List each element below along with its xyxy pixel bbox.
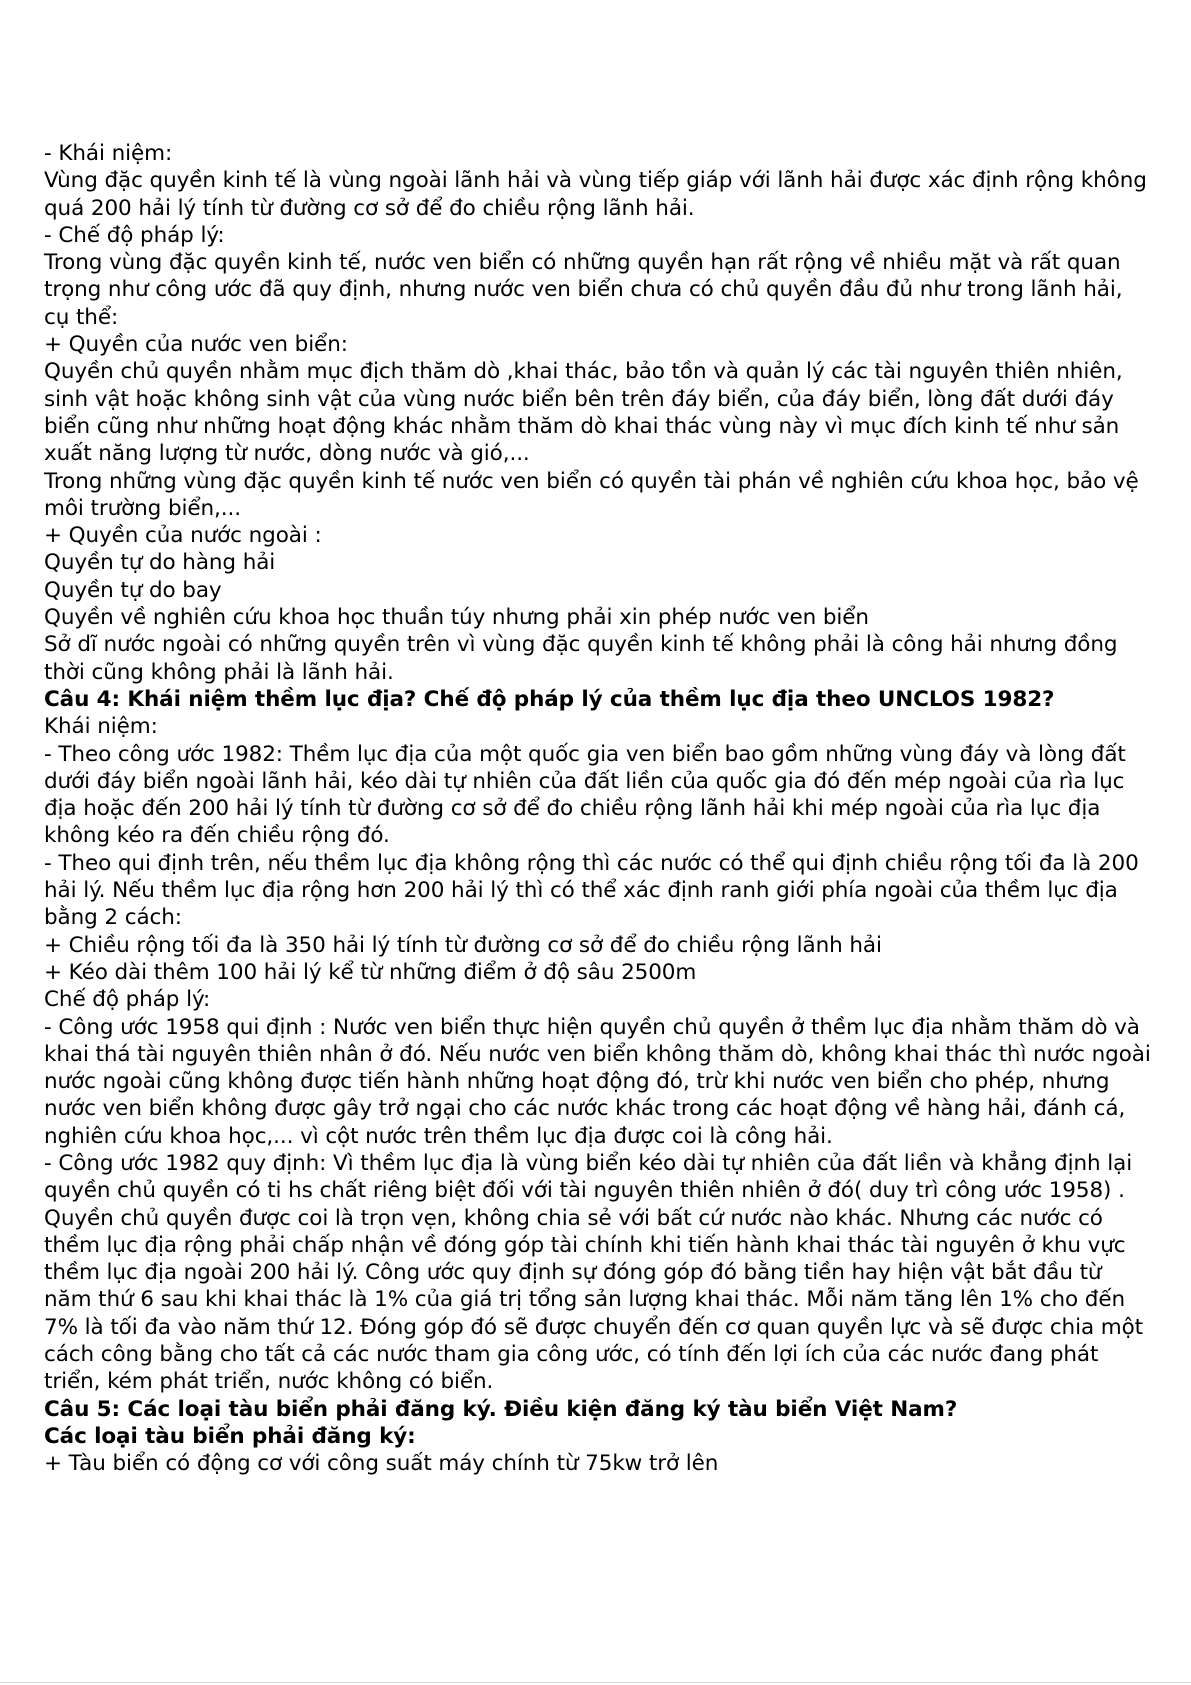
page-bottom-divider bbox=[0, 1682, 1191, 1683]
text-paragraph: + Kéo dài thêm 100 hải lý kể từ những điểm ở độ sâu 2500m bbox=[44, 959, 697, 985]
text-paragraph: + Quyền của nước ven biển: bbox=[44, 332, 348, 358]
text-paragraph: Quyền về nghiên cứu khoa học thuần túy nhưng phải xin phép nước ven biển bbox=[44, 605, 869, 631]
text-paragraph: Sở dĩ nước ngoài có những quyền trên vì vùng đặc quyền kinh tế không phải là công hải nhưng đồng thời cũng không phải là lãnh hải. bbox=[44, 632, 1118, 685]
text-paragraph: + Chiều rộng tối đa là 350 hải lý tính từ đường cơ sở để đo chiều rộng lãnh hải bbox=[44, 932, 882, 958]
text-paragraph: Vùng đặc quyền kinh tế là vùng ngoài lãnh hải và vùng tiếp giáp với lãnh hải được xác định rộng không quá 200 hải lý tính từ đường cơ sở để đo chiều rộng lãnh hải. bbox=[44, 168, 1147, 221]
text-paragraph: Chế độ pháp lý: bbox=[44, 987, 211, 1013]
text-paragraph: - Theo qui định trên, nếu thềm lục địa không rộng thì các nước có thể qui định chiều rộng tối đa là 200 hải lý. Nếu thềm lục địa rộng hơn 200 hải lý thì có thể xác định ranh giới phía ngoài của thềm lục địa bằng 2 cách: bbox=[44, 850, 1139, 931]
text-paragraph: Quyền tự do hàng hải bbox=[44, 550, 276, 576]
text-paragraph: - Công ước 1958 qui định : Nước ven biển thực hiện quyền chủ quyền ở thềm lục địa nhằm thăm dò và khai thá tài nguyên thiên nhân ở đó. Nếu nước ven biển không thăm dò, không khai thác thì nước ngoài nước ngoài cũng không được tiến hành những hoạt động đó, trừ khi nước ven biển cho phép, nhưng nước ven biển không được gây trở ngại cho các nước khác trong các hoạt động về hàng hải, đánh cá, nghiên cứu khoa học,... vì cột nước trên thềm lục địa được coi là công hải. bbox=[44, 1014, 1151, 1149]
heading-paragraph: Câu 4: Khái niệm thềm lục địa? Chế độ pháp lý của thềm lục địa theo UNCLOS 1982? bbox=[44, 686, 1055, 712]
heading-paragraph: Câu 5: Các loại tàu biển phải đăng ký. Điều kiện đăng ký tàu biển Việt Nam? bbox=[44, 1396, 958, 1422]
heading-paragraph: Các loại tàu biển phải đăng ký: bbox=[44, 1423, 416, 1449]
text-paragraph: - Chế độ pháp lý: bbox=[44, 222, 225, 248]
text-paragraph: Trong vùng đặc quyền kinh tế, nước ven biển có những quyền hạn rất rộng về nhiều mặt và rất quan trọng như công ước đã quy định, nhưng nước ven biển chưa có chủ quyền đầu đủ như trong lãnh hải, cụ thể: bbox=[44, 250, 1123, 330]
text-paragraph: + Tàu biển có động cơ với công suất máy chính từ 75kw trở lên bbox=[44, 1451, 719, 1477]
text-paragraph: - Công ước 1982 quy định: Vì thềm lục địa là vùng biển kéo dài tự nhiên của đất liền và khẳng định lại quyền chủ quyền có ti hs chất riêng biệt đối với tài nguyên thiên nhiên ở đó( duy trì công ước 1958) . Quyền chủ quyền được coi là trọn vẹn, không chia sẻ với bất cứ nước nào khác. Nhưng các nước có thềm lục địa rộng phải chấp nhận về đóng góp tài chính khi tiến hành khai thác tài nguyên ở khu vực thềm lục địa ngoài 200 hải lý. Công ước quy định sự đóng góp đó bằng tiền hay hiện vật bắt đầu từ năm thứ 6 sau khi khai thác là 1% của giá trị tổng sản lượng khai thác. Mỗi năm tăng lên 1% cho đến 7% là tối đa vào năm thứ 12. Đóng góp đó sẽ được chuyển đến cơ quan quyền lực và sẽ được chia một cách công bằng cho tất cả các nước tham gia công ước, có tính đến lợi ích của các nước đang phát triển, kém phát triển, nước không có biển. bbox=[44, 1150, 1143, 1395]
document-body bbox=[44, 140, 1154, 1478]
text-paragraph: Quyền chủ quyền nhằm mục địch thăm dò ,khai thác, bảo tồn và quản lý các tài nguyên thiên nhiên, sinh vật hoặc không sinh vật của vùng nước biển bên trên đáy biển, của đáy biển, lòng đất dưới đáy biển cũng như những hoạt động khác nhằm thăm dò khai thác vùng này vì mục đích kinh tế như sản xuất năng lượng từ nước, dòng nước và gió,... bbox=[44, 359, 1123, 467]
text-paragraph: - Khái niệm: bbox=[44, 141, 173, 166]
text-paragraph: Khái niệm: bbox=[44, 714, 158, 740]
text-paragraph: - Theo công ước 1982: Thềm lục địa của một quốc gia ven biển bao gồm những vùng đáy và lòng đất dưới đáy biển ngoài lãnh hải, kéo dài tự nhiên của đất liền của quốc gia đó đến mép ngoài của rìa lục địa hoặc đến 200 hải lý tính từ đường cơ sở để đo chiều rộng lãnh hải khi mép ngoài của rìa lục địa không kéo ra đến chiều rộng đó. bbox=[44, 741, 1126, 849]
text-paragraph: + Quyền của nước ngoài : bbox=[44, 523, 322, 549]
text-paragraph: Quyền tự do bay bbox=[44, 577, 222, 603]
text-paragraph: Trong những vùng đặc quyền kinh tế nước ven biển có quyền tài phán về nghiên cứu khoa học, bảo vệ môi trường biển,... bbox=[44, 468, 1139, 521]
